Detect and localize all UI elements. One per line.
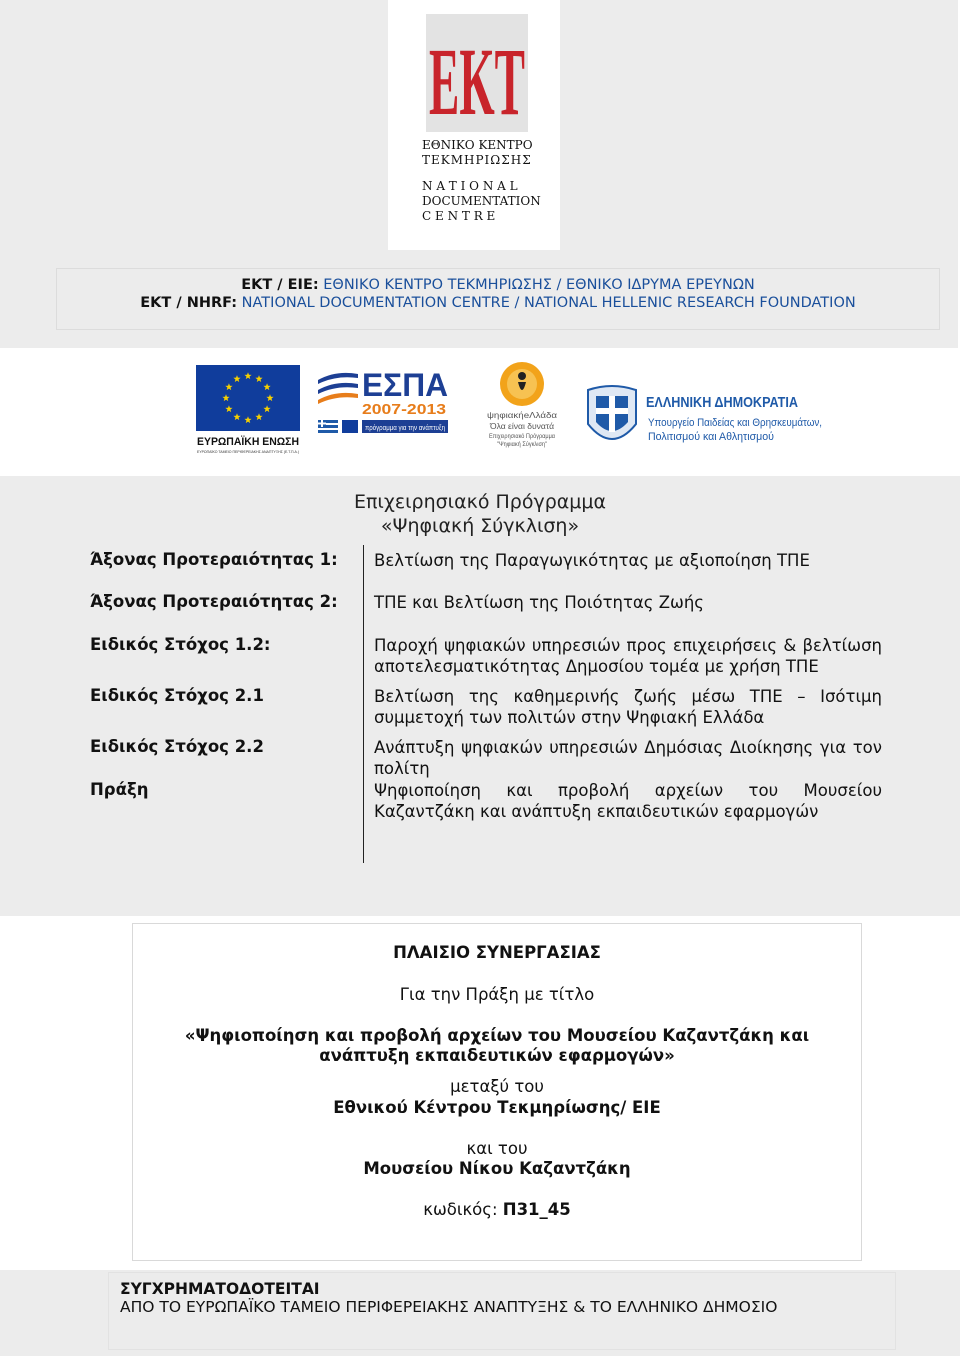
institution-name-greek: ΕΘΝΙΚΟ ΚΕΝΤΡΟ ΤΕΚΜΗΡΙΩΣΗΣ / ΕΘΝΙΚΟ ΙΔΡΥΜΑ ΕΡΕΥΝΩΝ	[318, 277, 755, 293]
programme-title-line2: «Ψηφιακή Σύγκλιση»	[380, 515, 580, 537]
column-divider	[363, 545, 364, 863]
digital-greece-emblem-icon	[500, 362, 544, 406]
institution-title-box	[56, 268, 940, 330]
hellenic-republic-graphic	[584, 384, 824, 456]
programme-title	[330, 490, 630, 538]
row-label-axis1: Άξονας Προτεραιότητας 1:	[90, 550, 338, 569]
digital-greece-tagline1: Όλα είναι δυνατά	[488, 422, 555, 431]
project-code-label: κωδικός:	[423, 1200, 503, 1219]
digital-greece-graphic	[480, 358, 564, 452]
greek-coat-of-arms-icon	[588, 386, 636, 439]
eu-mini-flag-icon	[342, 420, 358, 433]
row-label-objective-2-2: Ειδικός Στόχος 2.2	[90, 737, 264, 756]
institution-line-english	[57, 295, 939, 311]
row-value-objective-2-2: Ανάπτυξη ψηφιακών υπηρεσιών Δημόσιας Διοίκησης για τον πολίτη	[374, 738, 882, 778]
row-label-objective-1-2: Ειδικός Στόχος 1.2:	[90, 635, 271, 654]
espa-tagline: πρόγραμμα για την ανάπτυξη	[365, 425, 457, 432]
cofunding-heading: ΣΥΓΧΡΗΜΑΤΟΔΟΤΕΙΤΑΙ	[120, 1280, 320, 1298]
digital-greece-tagline2: Επιχειρησιακό Πρόγραμμα	[489, 434, 561, 440]
espa-years: 2007-2013	[362, 401, 446, 418]
hellenic-republic-logo	[584, 384, 824, 456]
partnership-box	[132, 923, 862, 1261]
logo-en-line1: N A T I O N A L	[422, 179, 518, 193]
ekt-logo-graphic	[426, 14, 528, 135]
ekt-logo	[388, 0, 560, 250]
espa-logo	[316, 366, 457, 438]
partnership-intro: Για την Πράξη με τίτλο	[399, 985, 595, 1004]
eu-logo	[196, 365, 305, 455]
eu-label: ΕΥΡΩΠΑΪΚΗ ΕΝΩΣΗ	[197, 436, 305, 448]
ministry-line2: Πολιτισμού και Αθλητισμού	[648, 431, 774, 443]
row-value-axis2: ΤΠΕ και Βελτίωση της Ποιότητας Ζωής	[374, 593, 704, 612]
row-value-axis1: Βελτίωση της Παραγωγικότητας με αξιοποίηση ΤΠΕ	[374, 551, 810, 570]
row-label-axis2: Άξονας Προτεραιότητας 2:	[90, 592, 338, 611]
institution-prefix-english: EKT / NHRF:	[140, 295, 238, 311]
project-code-value: Π31_45	[502, 1200, 571, 1219]
ekt-logo-mark	[426, 14, 528, 135]
action-title-line2: ανάπτυξη εκπαιδευτικών εφαρμογών»	[319, 1046, 675, 1065]
gr-flag-icon	[318, 420, 338, 433]
institution-line-greek	[57, 277, 939, 293]
party-two: Μουσείου Νίκου Καζαντζάκη	[363, 1159, 631, 1178]
and-text: και του	[466, 1139, 528, 1158]
partnership-heading: ΠΛΑΙΣΙΟ ΣΥΝΕΡΓΑΣΙΑΣ	[393, 943, 601, 962]
espa-swoosh-icon	[318, 373, 358, 404]
row-value-objective-2-1: Βελτίωση της καθημερινής ζωής μέσω ΤΠΕ – Ισότιμη συμμετοχή των πολιτών στην Ψηφιακή Ελλάδα	[374, 687, 882, 727]
digital-greece-name: ψηφιακήeΛλάδα	[487, 411, 558, 420]
row-label-objective-2-1: Ειδικός Στόχος 2.1	[90, 686, 264, 705]
eu-flag-icon	[196, 365, 305, 455]
logo-en-line2: DOCUMENTATION	[422, 194, 541, 208]
eu-sub-label: ΕΥΡΩΠΑΪΚΟ ΤΑΜΕΙΟ ΠΕΡΙΦΕΡΕΙΑΚΗΣ ΑΝΑΠΤΥΞΗΣ (Ε.Τ.Π.Α.)	[197, 449, 300, 454]
institution-prefix-greek: ΕΚΤ / ΕΙΕ:	[241, 277, 319, 293]
action-title-line1: «Ψηφιοποίηση και προβολή αρχείων του Μουσείου Καζαντζάκη και	[184, 1026, 810, 1045]
party-one: Εθνικού Κέντρου Τεκμηρίωσης/ ΕΙΕ	[333, 1098, 661, 1117]
hellenic-republic-title: ΕΛΛΗΝΙΚΗ ΔΗΜΟΚΡΑΤΙΑ	[646, 394, 799, 411]
logo-gr-line1: ΕΘΝΙΚΟ ΚΕΝΤΡΟ	[422, 138, 533, 152]
programme-title-line1: Επιχειρησιακό Πρόγραμμα	[353, 491, 606, 513]
ekt-logo-letters: EKT	[429, 28, 525, 135]
project-code	[133, 1200, 861, 1219]
logo-gr-line2: ΤΕΚΜΗΡΙΩΣΗΣ	[422, 153, 532, 167]
cofunding-text: ΑΠΟ ΤΟ ΕΥΡΩΠΑΪΚΟ ΤΑΜΕΙΟ ΠΕΡΙΦΕΡΕΙΑΚΗΣ ΑΝΑΠΤΥΞΗΣ & ΤΟ ΕΛΛΗΝΙΚΟ ΔΗΜΟΣΙΟ	[120, 1298, 778, 1316]
row-value-action: Ψηφιοποίηση και προβολή αρχείων του Μουσείου Καζαντζάκη και ανάπτυξη εκπαιδευτικών εφαρμογών	[374, 781, 882, 821]
institution-name-english: NATIONAL DOCUMENTATION CENTRE / NATIONAL HELLENIC RESEARCH FOUNDATION	[237, 295, 856, 311]
between-text: μεταξύ του	[450, 1077, 544, 1096]
row-label-action: Πράξη	[90, 780, 149, 799]
logo-en-line3: C E N T R E	[422, 209, 496, 223]
digital-greece-tagline3: "Ψηφιακή Σύγκλιση"	[497, 442, 551, 448]
ministry-line1: Υπουργείο Παιδείας και Θρησκευμάτων,	[648, 417, 822, 429]
espa-title: ΕΣΠΑ	[362, 367, 448, 403]
digital-greece-logo	[480, 358, 564, 452]
row-value-objective-1-2: Παροχή ψηφιακών υπηρεσιών προς επιχειρήσεις & βελτίωση αποτελεσματικότητας Δημοσίου τομέα με χρήση ΤΠΕ	[374, 636, 882, 676]
espa-graphic	[316, 366, 457, 438]
